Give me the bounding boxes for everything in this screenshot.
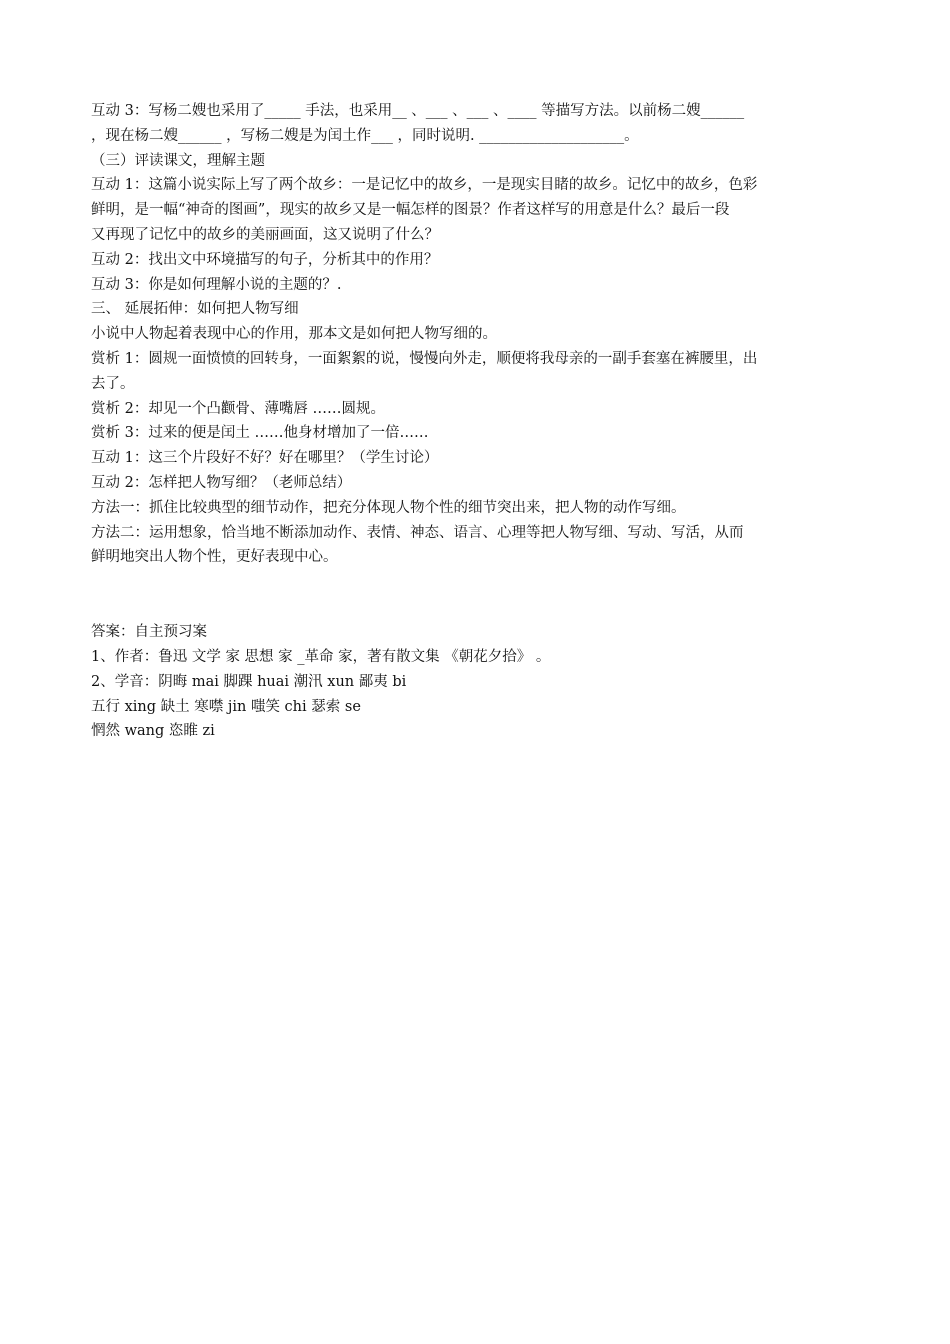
- answer-line: 2、学音：阴晦 mai 脚踝 huai 潮汛 xun 鄙夷 bi: [91, 673, 407, 690]
- text-line: ，现在杨二嫂______ ，写杨二嫂是为闰土作___ ，同时说明. ____________________。: [91, 127, 639, 144]
- text-line: 赏析 2：却见一个凸颧骨、薄嘴唇 ……圆规。: [91, 400, 385, 417]
- document-page: [91, 99, 861, 744]
- text-line: 赏析 3：过来的便是闰土 ……他身材增加了一倍……: [91, 425, 429, 442]
- section-heading: 三、 延展拓伸：如何把人物写细: [91, 301, 299, 318]
- text-line: 去了。: [91, 375, 135, 392]
- answer-line: 1、作者：鲁迅 文学 家 思想 家 _革命 家，著有散文集 《朝花夕拾》 。: [91, 648, 551, 665]
- text-line: 互动 2：找出文中环境描写的句子，分析其中的作用？: [91, 251, 439, 268]
- text-line: 又再现了记忆中的故乡的美丽画面，这又说明了什么？: [91, 226, 439, 243]
- worksheet-body: [91, 99, 861, 570]
- text-line: 方法二：运用想象，恰当地不断添加动作、表情、神态、语言、心理等把人物写细、写动、写活，从而: [91, 524, 744, 541]
- section-heading: （三）评读课文，理解主题: [91, 152, 265, 169]
- text-line: 鲜明，是一幅“神奇的图画”，现实的故乡又是一幅怎样的图景？作者这样写的用意是什么？最后一段: [91, 202, 730, 219]
- text-line: 互动 1：这篇小说实际上写了两个故乡：一是记忆中的故乡，一是现实目睹的故乡。记忆中的故乡，色彩: [91, 177, 758, 194]
- answer-section: [91, 620, 861, 744]
- text-line: 互动 1：这三个片段好不好？好在哪里？（学生讨论）: [91, 450, 439, 467]
- text-line: 互动 3：你是如何理解小说的主题的？.: [91, 276, 342, 293]
- answer-line: 惘然 wang 恣睢 zi: [91, 723, 215, 740]
- blank-gap: [91, 570, 861, 620]
- answer-heading: 答案：自主预习案: [91, 624, 207, 641]
- text-line: 小说中人物起着表现中心的作用，那本文是如何把人物写细的。: [91, 326, 497, 343]
- text-line: 赏析 1：圆规一面愤愤的回转身，一面絮絮的说，慢慢向外走，顺便将我母亲的一副手套塞在裤腰里，出: [91, 350, 758, 367]
- text-line: 方法一：抓住比较典型的细节动作，把充分体现人物个性的细节突出来，把人物的动作写细。: [91, 499, 686, 516]
- answer-line: 五行 xing 缺土 寒噤 jin 嗤笑 chi 瑟索 se: [91, 698, 361, 715]
- text-line: 互动 3：写杨二嫂也采用了_____ 手法，也采用__ 、___ 、___ 、____ 等描写方法。以前杨二嫂______: [91, 103, 745, 119]
- text-line: 鲜明地突出人物个性，更好表现中心。: [91, 549, 338, 566]
- text-line: 互动 2：怎样把人物写细？（老师总结）: [91, 474, 352, 491]
